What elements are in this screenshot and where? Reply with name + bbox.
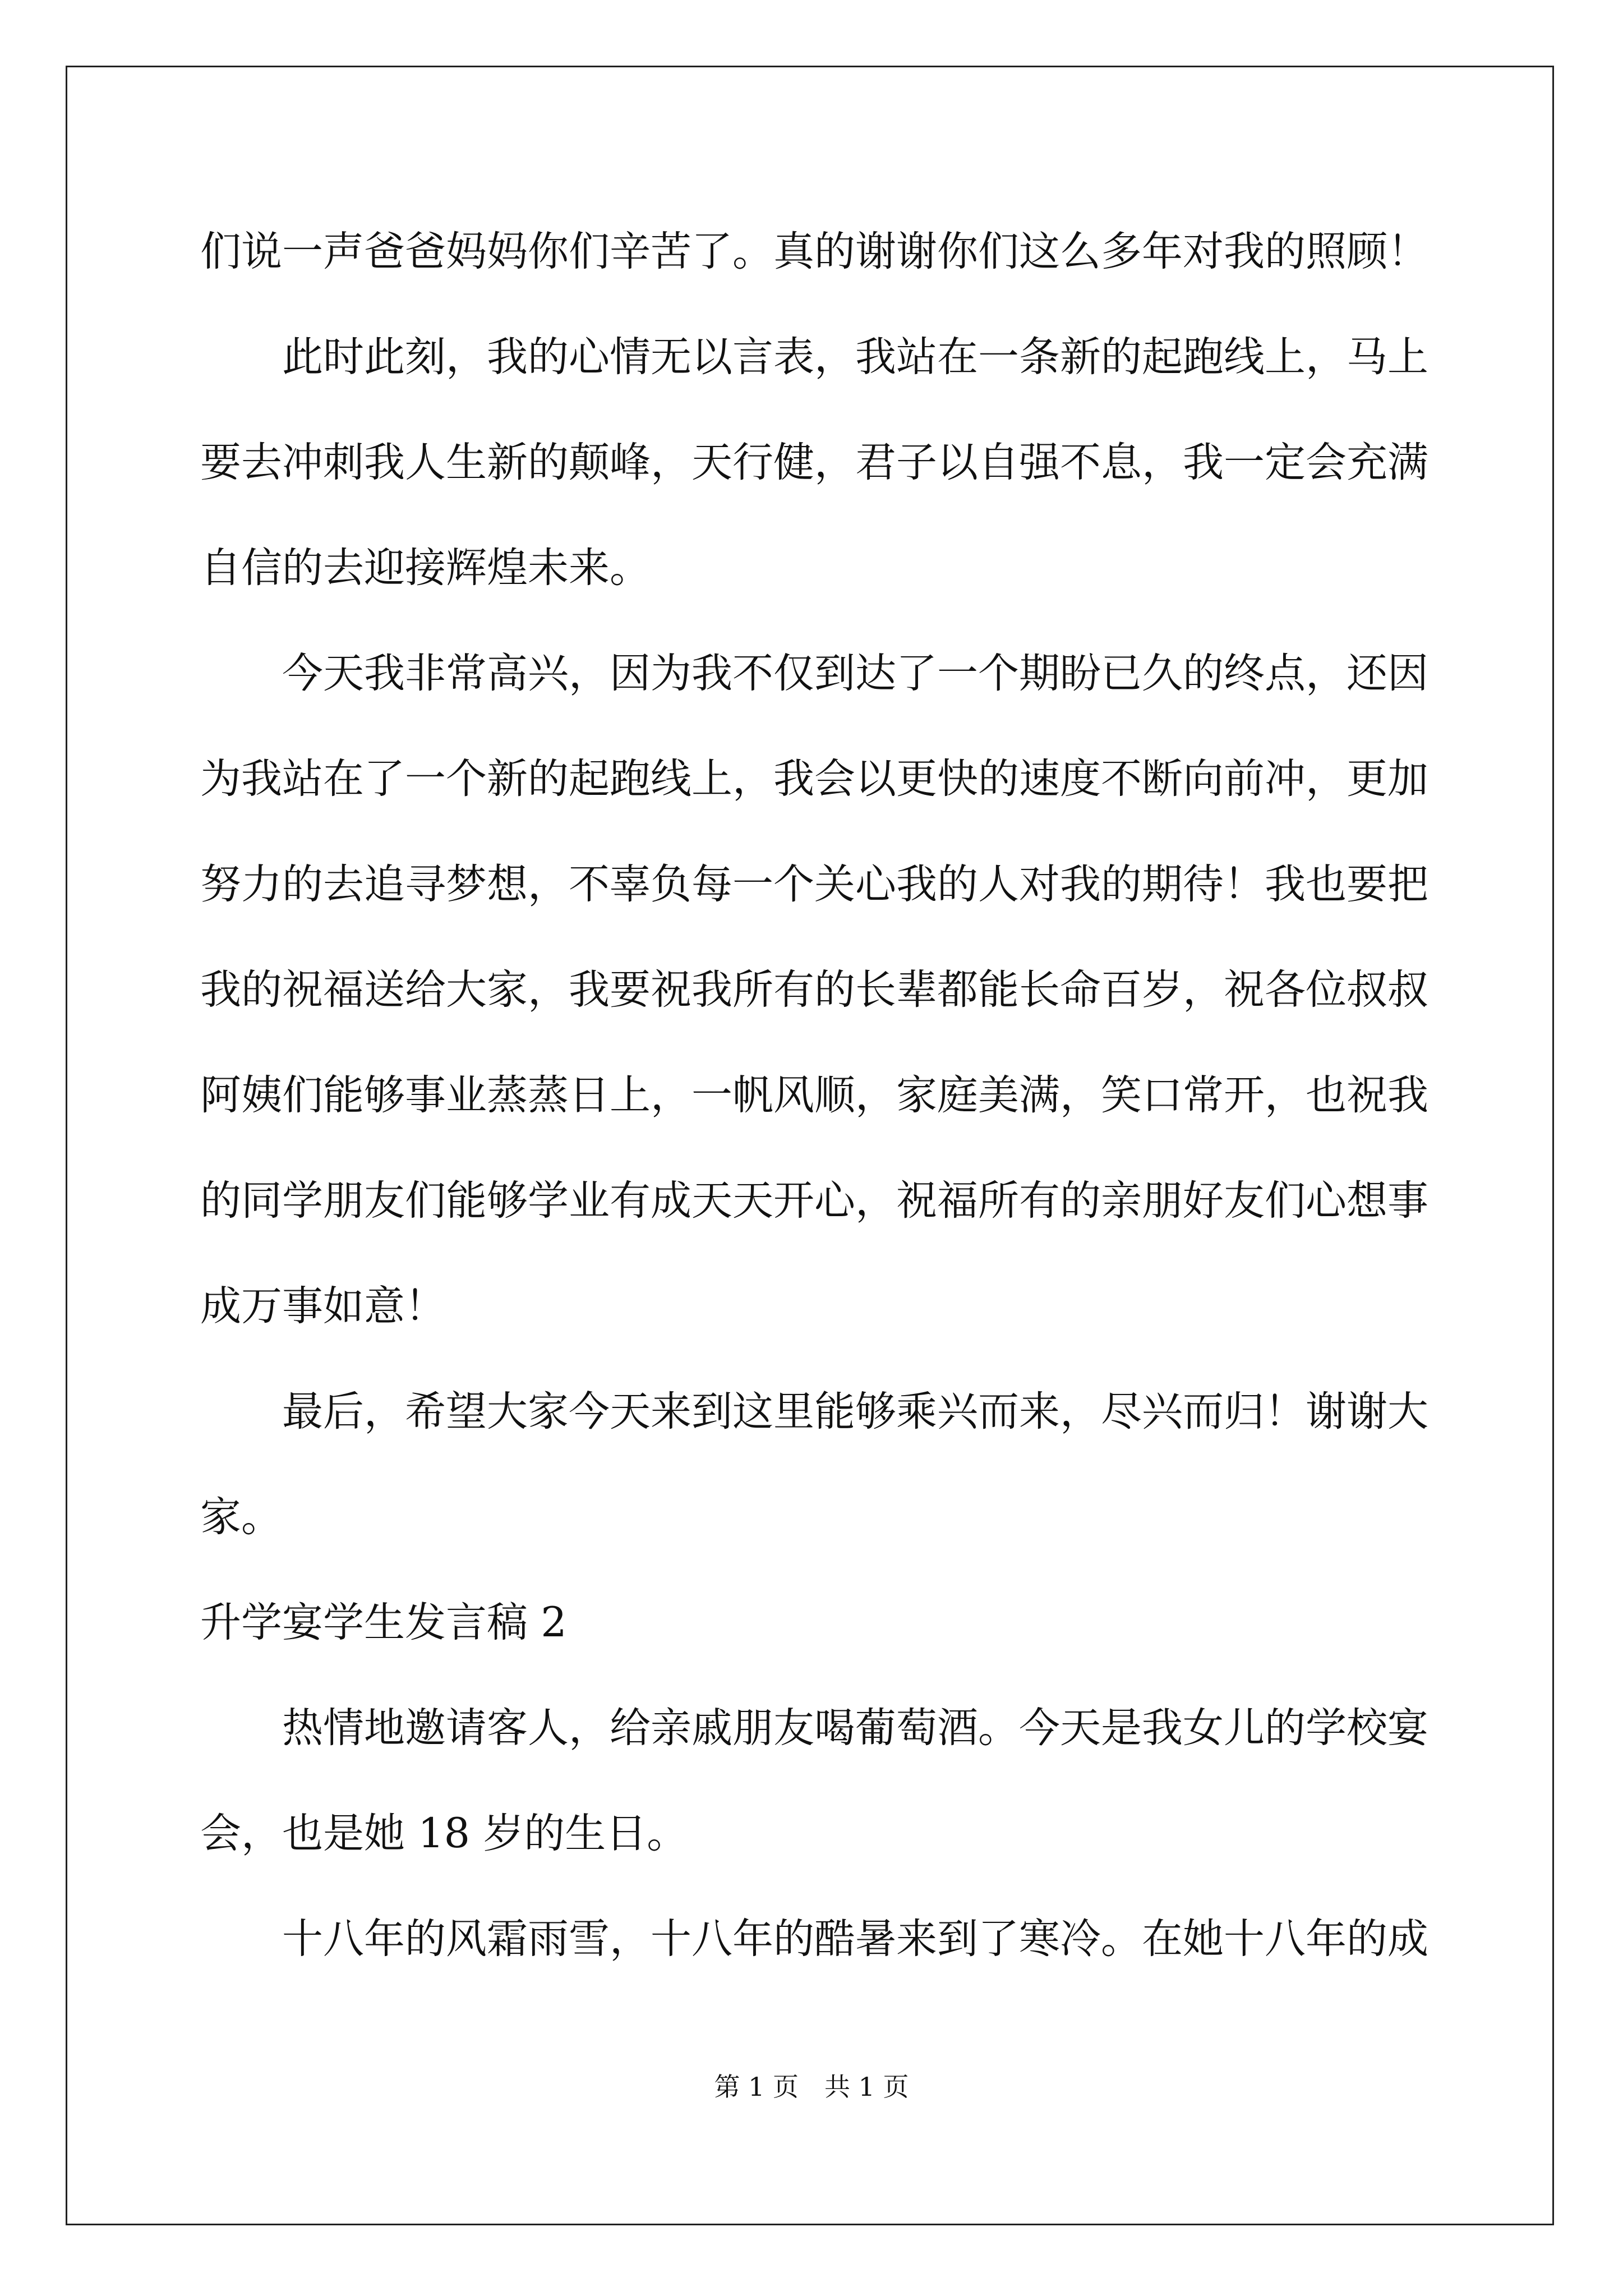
paragraph-line: 我的祝福送给大家，我要祝我所有的长辈都能长命百岁，祝各位叔叔	[200, 966, 1428, 1014]
section-heading: 升学宴学生发言稿 2	[200, 1599, 567, 1646]
document-body	[200, 199, 1428, 1992]
page-total: 共 1 页	[824, 2072, 909, 2102]
paragraph-line: 今天我非常高兴，因为我不仅到达了一个期盼已久的终点，还因	[282, 650, 1428, 697]
paragraph-line: 为我站在了一个新的起跑线上，我会以更快的速度不断向前冲，更加	[200, 755, 1428, 803]
paragraph-line: 成万事如意！	[200, 1282, 446, 1330]
page-footer	[0, 2070, 1623, 2104]
paragraph-line: 们说一声爸爸妈妈你们辛苦了。真的谢谢你们这么多年对我的照顾！	[200, 228, 1428, 275]
page-number: 第 1 页	[714, 2072, 799, 2102]
paragraph-line: 热情地邀请客人，给亲戚朋友喝葡萄酒。今天是我女儿的学校宴	[282, 1704, 1428, 1752]
paragraph-line: 家。	[200, 1493, 282, 1541]
paragraph-line: 自信的去迎接辉煌未来。	[200, 544, 651, 592]
paragraph-line: 要去冲刺我人生新的颠峰，天行健，君子以自强不息，我一定会充满	[200, 439, 1428, 486]
paragraph-line: 此时此刻，我的心情无以言表，我站在一条新的起跑线上，马上	[282, 333, 1428, 381]
paragraph-line: 会，也是她 18 岁的生日。	[200, 1810, 688, 1857]
paragraph-line: 努力的去追寻梦想，不辜负每一个关心我的人对我的期待！我也要把	[200, 861, 1428, 908]
paragraph-line: 阿姨们能够事业蒸蒸日上，一帆风顺，家庭美满，笑口常开，也祝我	[200, 1071, 1428, 1119]
paragraph-line: 的同学朋友们能够学业有成天天开心，祝福所有的亲朋好友们心想事	[200, 1177, 1428, 1225]
paragraph-line: 最后，希望大家今天来到这里能够乘兴而来，尽兴而归！谢谢大	[282, 1388, 1428, 1435]
paragraph-line: 十八年的风霜雨雪，十八年的酷暑来到了寒冷。在她十八年的成	[282, 1915, 1428, 1963]
